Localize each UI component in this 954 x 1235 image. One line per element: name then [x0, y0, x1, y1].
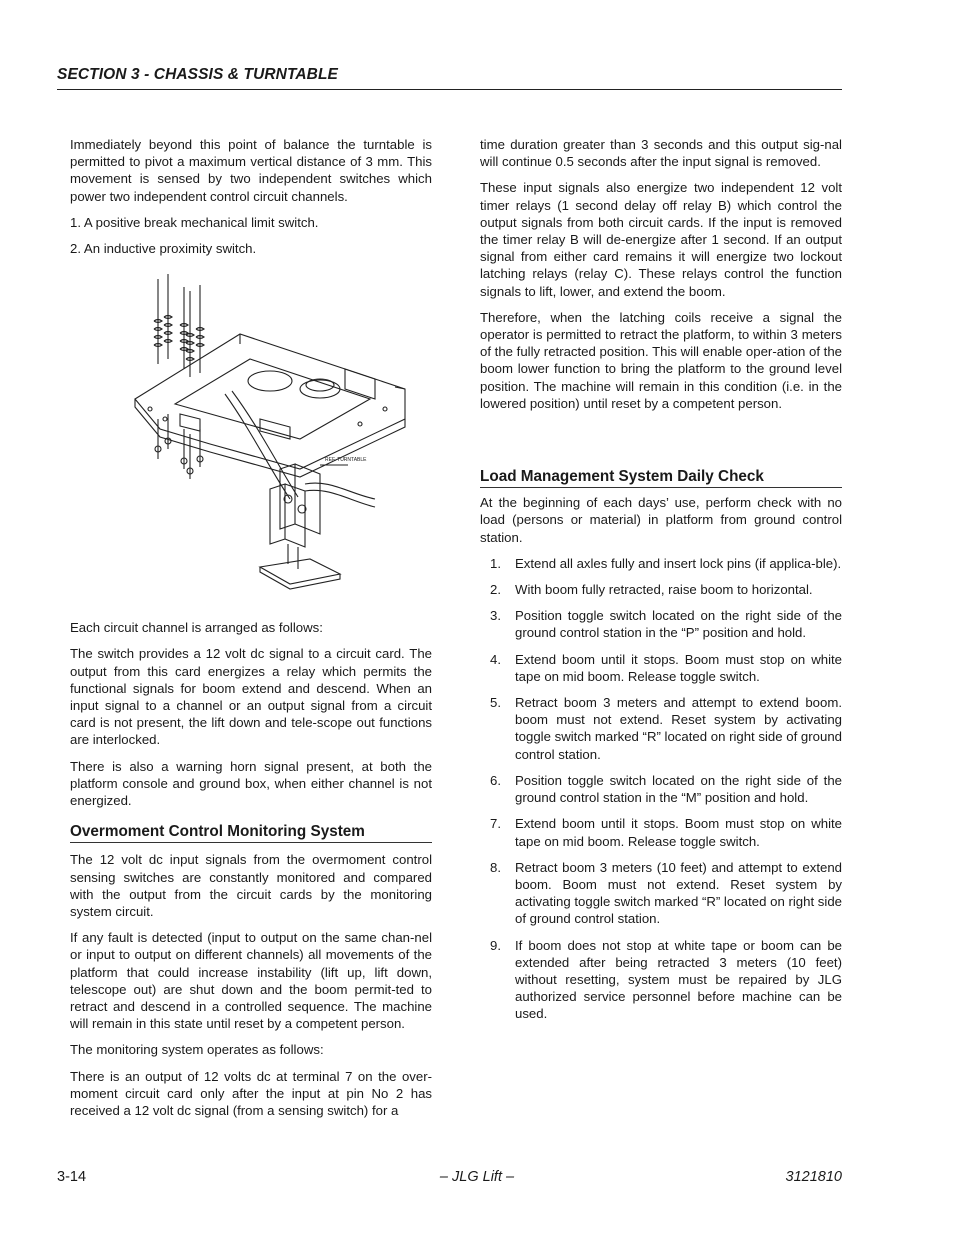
step-text: With boom fully retracted, raise boom to horizontal.: [515, 582, 813, 598]
overmoment-heading: Overmoment Control Monitoring System: [70, 823, 432, 843]
arranged-paragraph: Each circuit channel is arranged as follows:: [70, 620, 323, 636]
lms-daily-check-heading: Load Management System Daily Check: [480, 468, 842, 488]
list-item: [480, 772, 842, 806]
list-item: [480, 694, 842, 763]
header-rule: [57, 89, 842, 90]
turntable-switch-illustration: [120, 269, 410, 599]
list-item: [480, 815, 842, 849]
switch-paragraph: The switch provides a 12 volt dc signal to a circuit card. The output from this card energizes a relay which permits the functional signals for boom extend and descend. When an input signal to a channel or an output signal from a circuit card is not present, the lift down and tele-scope out functions are interlocked.: [70, 646, 432, 748]
list-item-proximity-switch: 2. An inductive proximity switch.: [70, 241, 257, 257]
step-text: Extend boom until it stops. Boom must stop on white tape on mid boom. Release toggle switch.: [515, 651, 842, 684]
step-text: Retract boom 3 meters (10 feet) and attempt to extend boom. Boom must not extend. Reset system by activating toggle switch marked “R” located on right side of ground control station.: [515, 859, 842, 927]
step-text: Extend boom until it stops. Boom must stop on white tape on mid boom. Release toggle switch.: [515, 816, 842, 849]
step-number: 5.: [490, 695, 501, 711]
step-text: Extend all axles fully and insert lock pins (if applica-ble).: [515, 555, 842, 571]
list-item: [480, 581, 842, 598]
list-item: [480, 859, 842, 928]
timer-relay-paragraph: These input signals also energize two independent 12 volt timer relays (1 second delay off relay B) which control the output signals from both circuit cards. If the input is removed the timer relay B will de-energize after 1 second. If an output signal from either card remains it will energize two lockout latching relays (relay C). These relays control the function signals to lift, lower, and extend the boom.: [480, 180, 842, 299]
figure-ref-label: REF. TURNTABLE: [325, 457, 367, 464]
daily-check-steps: [480, 555, 842, 1023]
step-number: 7.: [490, 816, 501, 832]
list-item: [480, 937, 842, 1023]
section-title: SECTION 3 - CHASSIS & TURNTABLE: [57, 66, 338, 83]
page-number: 3-14: [57, 1169, 87, 1185]
right-column: [480, 136, 842, 1032]
list-item: [480, 555, 842, 572]
intro-paragraph: Immediately beyond this point of balance the turntable is permitted to pivot a maximum vertical distance of 3 mm. This movement is sensed by two independent switches which power two independent control circuit channels.: [70, 137, 432, 204]
overmoment-paragraph-4: There is an output of 12 volts dc at terminal 7 on the over-moment circuit card only after the input at pin No 2 has received a 12 volt dc signal (from a sensing switch) for a: [70, 1068, 432, 1119]
turntable-drawing: [120, 269, 410, 599]
horn-paragraph: There is also a warning horn signal present, at both the platform console and ground box, when either channel is not energized.: [70, 758, 432, 809]
step-number: 3.: [490, 608, 501, 624]
step-number: 9.: [490, 937, 501, 953]
left-column: [70, 136, 432, 1128]
list-item-limit-switch: 1. A positive break mechanical limit switch.: [70, 214, 319, 230]
list-item: [480, 607, 842, 641]
step-number: 6.: [490, 772, 501, 788]
step-text: Retract boom 3 meters and attempt to extend boom. boom must not extend. Reset system by activating toggle switch marked “R” located on right side of ground control station.: [515, 695, 842, 762]
list-item: [480, 651, 842, 685]
step-text: If boom does not stop at white tape or boom can be extended after being retracted 3 meters (10 feet) without resetting, system must be repaired by JLG authorized service personnel before machine can be used.: [515, 937, 842, 1022]
overmoment-paragraph-2: If any fault is detected (input to output on the same chan-nel or input to output on different channels) all movements of the platform that could increase instability (lift up, lift down, telescope out) are shut down and the boom permit-ted to retract and descend in a controlled sequence. The machine will remain in this state until reset by a competent person.: [70, 930, 432, 1032]
step-number: 4.: [490, 651, 501, 667]
overmoment-paragraph-1: The 12 volt dc input signals from the overmoment control sensing switches are constantly monitored and compared with the output from the circuit cards by the monitoring system circuit.: [70, 852, 432, 920]
step-number: 1.: [490, 555, 501, 571]
document-number: 3121810: [785, 1169, 842, 1185]
footer-brand: – JLG Lift –: [439, 1169, 515, 1185]
step-number: 8.: [490, 859, 501, 875]
step-text: Position toggle switch located on the right side of the ground control station in the “P” position and hold.: [515, 608, 842, 641]
continued-paragraph: time duration greater than 3 seconds and this output sig-nal will continue 0.5 seconds after the input signal is removed.: [480, 137, 842, 170]
lms-intro-paragraph: At the beginning of each days’ use, perform check with no load (persons or material) in platform from ground control station.: [480, 495, 842, 545]
overmoment-paragraph-3: The monitoring system operates as follows:: [70, 1042, 324, 1058]
step-text: Position toggle switch located on the right side of the ground control station in the “M” position and hold.: [515, 772, 842, 806]
step-number: 2.: [490, 582, 501, 598]
latching-paragraph: Therefore, when the latching coils receive a signal the operator is permitted to retract the platform, to within 3 meters of the fully retracted position. This will enable oper-ation of the boom lower function to bring the platform to the ground level position. The machine will remain in this condition (i.e. in the lowered position) until reset by a competent person.: [480, 309, 842, 411]
